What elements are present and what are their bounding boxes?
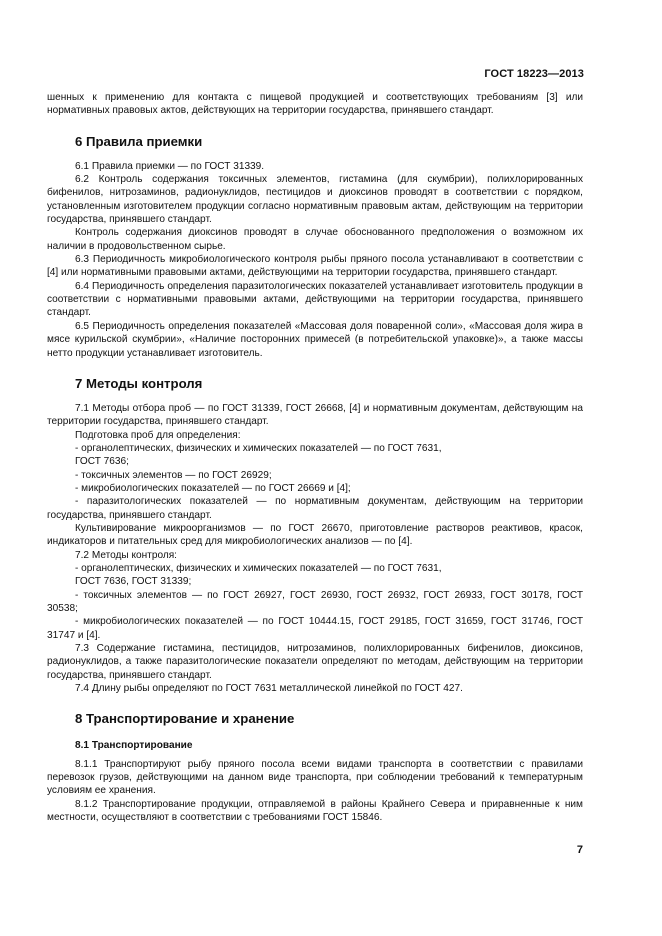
paragraph-6-2-dioxins: Контроль содержания диоксинов проводят в случае обоснованного предположения о возможном их наличии в продовольственном сырье.	[47, 227, 583, 252]
paragraph-7-4: 7.4 Длину рыбы определяют по ГОСТ 7631 металлической линейкой по ГОСТ 427.	[75, 683, 463, 695]
list-line: 7.2 Методы контроля:	[75, 549, 177, 561]
section-7-heading: 7 Методы контроля	[75, 375, 203, 391]
paragraph-6-5: 6.5 Периодичность определения показателей «Массовая доля поваренной соли», «Массовая доля жира в мясе курильской скумбрии», «Наличие посторонних примесей (в потребительской упаковке)», а также массы нетто продукции устанавливает изготовитель.	[47, 320, 583, 359]
list-line: - микробиологических показателей — по ГОСТ 10444.15, ГОСТ 29185, ГОСТ 31659, ГОСТ 31746, ГОСТ 31747 и [4].	[47, 616, 583, 641]
list-line: - токсичных элементов — по ГОСТ 26929;	[75, 469, 272, 481]
paragraph-6-4: 6.4 Периодичность определения паразитологических показателей устанавливает изготовитель продукции в соответствии с нормативными правовыми актами, действующими на территории государства, принявшего стандарт.	[47, 280, 583, 319]
document-id-header: ГОСТ 18223—2013	[484, 68, 584, 80]
paragraph-6-1: 6.1 Правила приемки — по ГОСТ 31339.	[75, 160, 265, 172]
continuation-paragraph: шенных к применению для контакта с пищевой продукцией и соответствующих требованиям [3] или нормативных правовых актов, действующих на территории государства, принявшего стандарт.	[47, 92, 583, 117]
paragraph-8-1-1: 8.1.1 Транспортируют рыбу пряного посола всеми видами транспорта в соответствии с правилами перевозок грузов, действующими на данном виде транспорта, при соблюдении требований к температурным условиям ее хранения.	[47, 758, 583, 797]
section-6-heading: 6 Правила приемки	[75, 133, 203, 149]
page-content	[47, 91, 583, 824]
list-line: - паразитологических показателей — по нормативным документам, действующим на территории государства, принявшего стандарт.	[47, 496, 583, 521]
paragraph-7-1: 7.1 Методы отбора проб — по ГОСТ 31339, ГОСТ 26668, [4] и нормативным документам, действующим на территории государства, принявшего стандарт.	[47, 402, 583, 428]
paragraph-7-1-cultivation: Культивирование микроорганизмов — по ГОСТ 26670, приготовление растворов реактивов, красок, индикаторов и питательных сред для микробиологических анализов — по [4].	[47, 522, 583, 548]
page-number: 7	[576, 844, 583, 856]
list-line: ГОСТ 7636;	[75, 456, 129, 468]
list-line: - токсичных элементов — по ГОСТ 26927, ГОСТ 26930, ГОСТ 26932, ГОСТ 26933, ГОСТ 30178, ГОСТ 30538;	[47, 589, 583, 614]
list-line: - органолептических, физических и химических показателей — по ГОСТ 7631,	[75, 562, 442, 574]
subsection-8-1-heading: 8.1 Транспортирование	[75, 740, 193, 752]
list-line: - микробиологических показателей — по ГОСТ 26669 и [4];	[75, 482, 351, 494]
paragraph-6-3: 6.3 Периодичность микробиологического контроля рыбы пряного посола устанавливают в соответствии с [4] или нормативными правовыми актами, действующими на территории государства, принявшего стандарт.	[47, 254, 583, 279]
paragraph-8-1-2: 8.1.2 Транспортирование продукции, отправляемой в районы Крайнего Севера и приравненные к ним местности, осуществляют в соответствии с требованиями ГОСТ 15846.	[47, 798, 583, 824]
paragraph-6-2: 6.2 Контроль содержания токсичных элементов, гистамина (для скумбрии), полихлорированных бифенилов, нитрозаминов, радионуклидов, пестицидов и диоксинов проводят в соответствии с порядком, установленным изготовителем продукции согласно нормативным правовым актам, действующим на территории государства, принявшего стандарт.	[47, 174, 583, 226]
list-line: ГОСТ 7636, ГОСТ 31339;	[75, 576, 192, 588]
paragraph-7-3: 7.3 Содержание гистамина, пестицидов, нитрозаминов, полихлорированных бифенилов, диоксинов, радионуклидов, а также паразитологические показатели определяют по методам, действующим на территории государства, принявшего стандарт.	[47, 643, 583, 681]
list-line: Подготовка проб для определения:	[75, 429, 241, 441]
list-line: - органолептических, физических и химических показателей — по ГОСТ 7631,	[75, 442, 442, 454]
section-8-heading: 8 Транспортирование и хранение	[75, 711, 295, 727]
